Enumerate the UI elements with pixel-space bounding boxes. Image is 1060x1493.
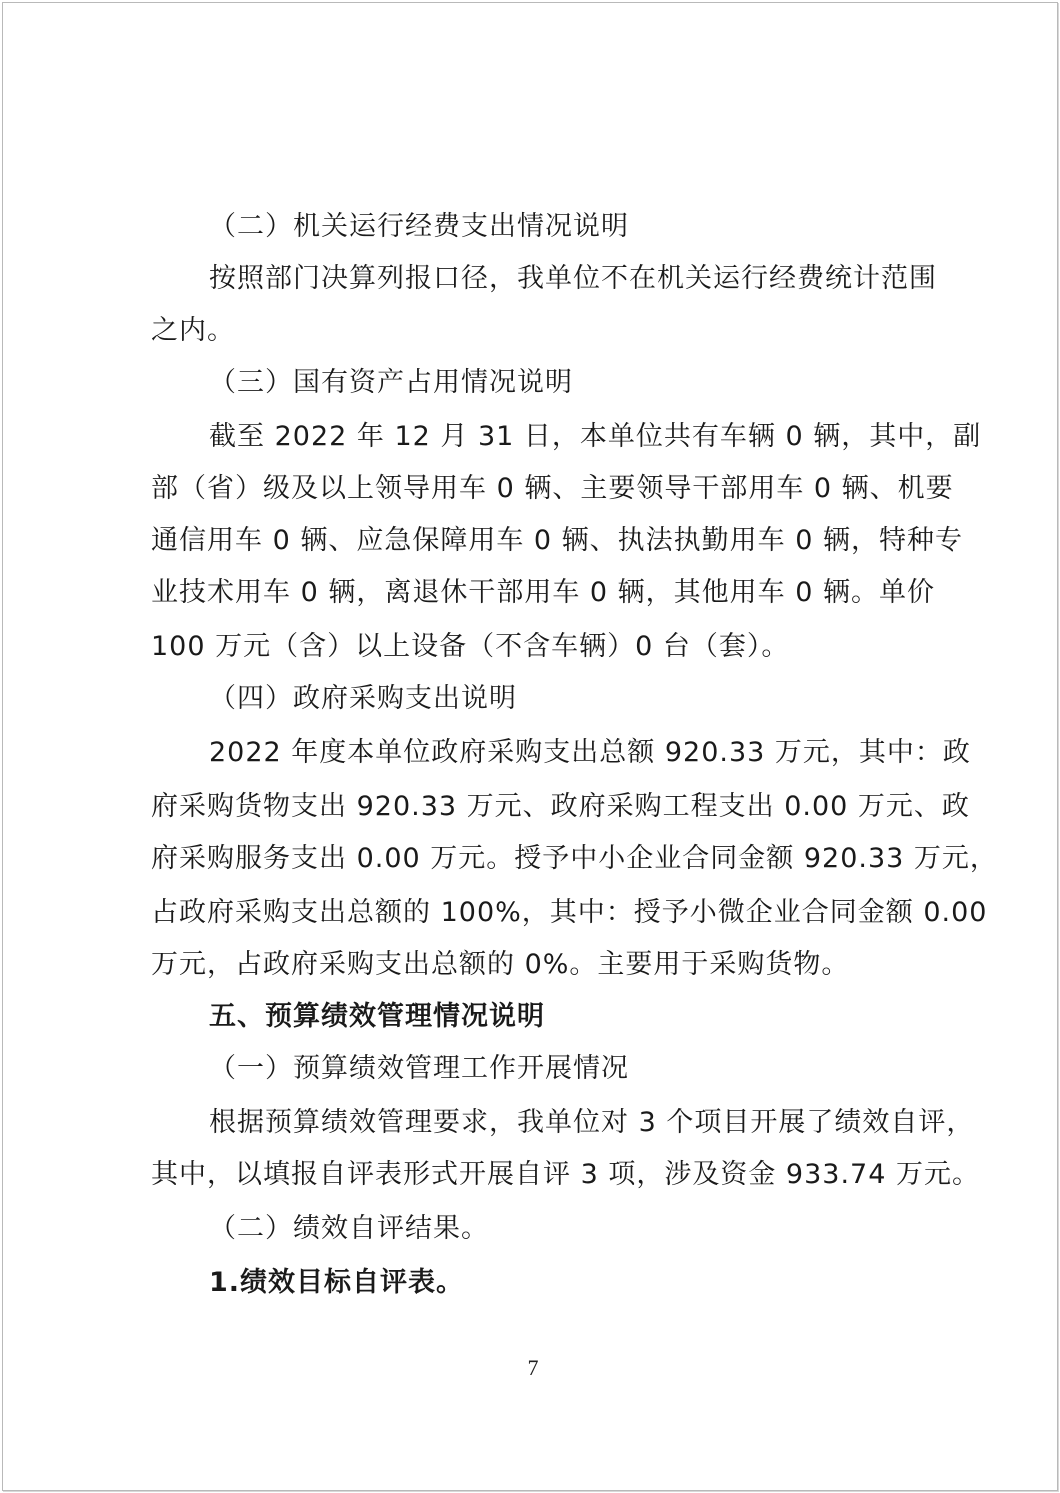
paragraph-line: 截至 2022 年 12 月 31 日，本单位共有车辆 0 辆，其中，副	[209, 421, 982, 452]
subsection-heading-performance-work: （一）预算绩效管理工作开展情况	[209, 1053, 629, 1084]
section-heading-state-assets: （三）国有资产占用情况说明	[209, 367, 573, 398]
section-heading-performance: 五、预算绩效管理情况说明	[209, 1001, 545, 1032]
paragraph-line: 100 万元（含）以上设备（不含车辆）0 台（套）。	[151, 631, 790, 662]
paragraph-line: 府采购服务支出 0.00 万元。授予中小企业合同金额 920.33 万元，	[151, 843, 998, 874]
paragraph-line: 根据预算绩效管理要求，我单位对 3 个项目开展了绩效自评，	[209, 1107, 975, 1138]
paragraph-line: 通信用车 0 辆、应急保障用车 0 辆、执法执勤用车 0 辆，特种专	[151, 525, 964, 556]
paragraph-line: 2022 年度本单位政府采购支出总额 920.33 万元，其中：政	[209, 737, 971, 768]
paragraph-line: 其中，以填报自评表形式开展自评 3 项，涉及资金 933.74 万元。	[151, 1159, 980, 1190]
paragraph-line: 按照部门决算列报口径，我单位不在机关运行经费统计范围	[209, 263, 937, 294]
section-heading-admin-expense: （二）机关运行经费支出情况说明	[209, 211, 629, 242]
page	[2, 2, 1058, 1491]
paragraph-line: 占政府采购支出总额的 100%，其中：授予小微企业合同金额 0.00	[151, 897, 988, 928]
page-number: 7	[527, 1355, 539, 1380]
paragraph-line: 府采购货物支出 920.33 万元、政府采购工程支出 0.00 万元、政	[151, 791, 970, 822]
section-heading-procurement: （四）政府采购支出说明	[209, 683, 517, 714]
paragraph-line: 业技术用车 0 辆，离退休干部用车 0 辆，其他用车 0 辆。单价	[151, 577, 936, 608]
subsection-heading-self-evaluation: （二）绩效自评结果。	[209, 1213, 489, 1244]
paragraph-line: 部（省）级及以上领导用车 0 辆、主要领导干部用车 0 辆、机要	[151, 473, 954, 504]
paragraph-line: 之内。	[151, 315, 235, 346]
paragraph-line: 万元，占政府采购支出总额的 0%。主要用于采购货物。	[151, 949, 850, 980]
item-heading-goal-table: 1.绩效目标自评表。	[209, 1267, 465, 1298]
